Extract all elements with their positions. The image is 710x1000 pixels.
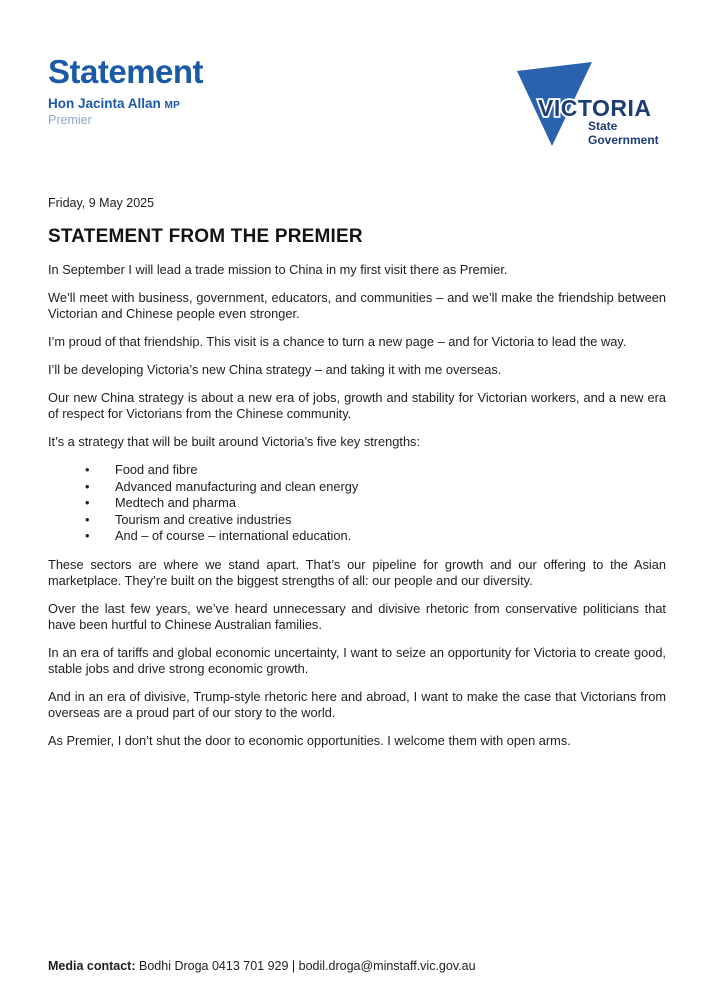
- paragraph: Our new China strategy is about a new era of jobs, growth and stability for Victorian workers, and a new era of respect for Victorians from the Chinese community.: [48, 390, 666, 421]
- letterhead: [48, 54, 203, 128]
- media-contact: [48, 959, 476, 974]
- author-postnominal: MP: [164, 100, 181, 111]
- paragraph: As Premier, I don’t shut the door to economic opportunities. I welcome them with open arms.: [48, 732, 571, 748]
- list-item: • And – of course – international education.: [48, 528, 666, 545]
- author-role: Premier: [48, 113, 92, 127]
- author-name-line: [48, 96, 203, 113]
- list-item: • Medtech and pharma: [48, 495, 666, 512]
- logo-tagline-line1: State: [588, 119, 618, 133]
- paragraph: We’ll meet with business, government, educators, and communities – and we’ll make the friendship between Victorian and Chinese people even stronger.: [48, 290, 666, 321]
- victoria-state-government-logo: [512, 56, 668, 152]
- paragraph: These sectors are where we stand apart. That’s our pipeline for growth and our offering to the Asian marketplace. They’re built on the biggest strengths of all: our people and our diversity.: [48, 556, 666, 588]
- paragraph: It’s a strategy that will be built around Victoria’s five key strengths:: [48, 434, 421, 449]
- logo-tagline-line2: Government: [588, 133, 659, 147]
- paragraph: In an era of tariffs and global economic uncertainty, I want to seize an opportunity for Victoria to create good, stable jobs and drive strong economic growth.: [48, 644, 666, 676]
- paragraph: I’ll be developing Victoria’s new China strategy – and taking it with me overseas.: [48, 362, 502, 377]
- statement-body: [48, 197, 666, 761]
- list-item: • Advanced manufacturing and clean energy: [48, 479, 666, 496]
- paragraph: And in an era of divisive, Trump-style rhetoric here and abroad, I want to make the case that Victorians from overseas are a proud part of our story to the world.: [48, 688, 666, 720]
- author-name: Hon Jacinta Allan: [48, 96, 161, 111]
- masthead-title: Statement: [48, 53, 204, 90]
- page-title: STATEMENT FROM THE PREMIER: [48, 226, 363, 247]
- list-item: • Tourism and creative industries: [48, 512, 666, 529]
- paragraph: Over the last few years, we’ve heard unnecessary and divisive rhetoric from conservative politicians that have been hurtful to Chinese Australian families.: [48, 600, 666, 632]
- media-contact-label: Media contact:: [48, 959, 136, 973]
- key-strengths-list: [48, 462, 666, 545]
- logo-brand-text: VICTORIA: [538, 95, 652, 121]
- paragraph: I’m proud of that friendship. This visit is a chance to turn a new page – and for Victoria to lead the way.: [48, 334, 627, 349]
- paragraph: In September I will lead a trade mission to China in my first visit there as Premier.: [48, 262, 508, 277]
- document-date: Friday, 9 May 2025: [48, 196, 155, 210]
- list-item: • Food and fibre: [48, 462, 666, 479]
- media-contact-value: Bodhi Droga 0413 701 929 | bodil.droga@minstaff.vic.gov.au: [139, 959, 476, 973]
- victoria-logo-graphic: [512, 56, 668, 152]
